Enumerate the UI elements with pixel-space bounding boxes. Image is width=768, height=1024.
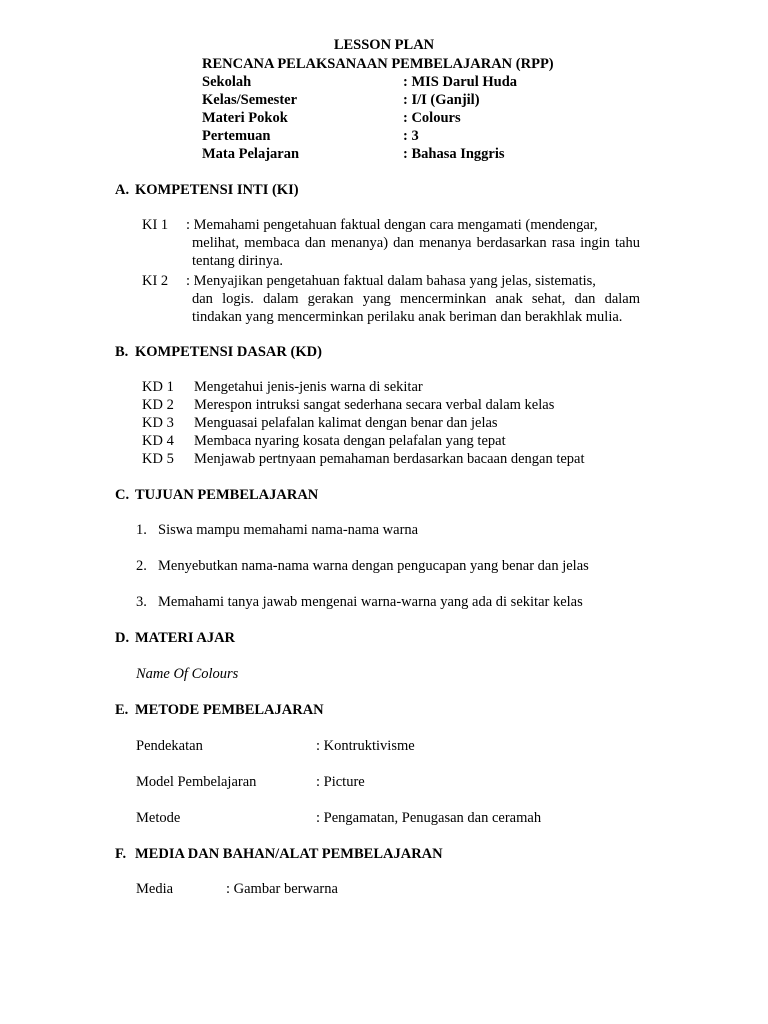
info-value: : MIS Darul Huda xyxy=(403,74,518,90)
list-item xyxy=(142,378,423,396)
kd-text: Menguasai pelafalan kalimat dengan benar dan jelas xyxy=(194,415,498,431)
metode-label: Model Pembelajaran xyxy=(136,774,257,790)
ki-text-rest: dan logis. dalam gerakan yang mencerminkan anak sehat, dan dalam tindakan yang mencerminkan perilaku anak beriman dan berakhlak mulia. xyxy=(192,291,640,325)
ki-text-rest: melihat, membaca dan menanya) dan menanya berdasarkan rasa ingin tahu tentang dirinya. xyxy=(192,235,640,269)
kd-text: Mengetahui jenis-jenis warna di sekitar xyxy=(194,379,423,395)
kd-text: Merespon intruksi sangat sederhana secara verbal dalam kelas xyxy=(194,397,555,413)
ki-text xyxy=(186,216,640,270)
goal-number: 3. xyxy=(136,594,147,610)
kd-code: KD 2 xyxy=(142,397,174,413)
section-title: TUJUAN PEMBELAJARAN xyxy=(135,487,319,503)
metode-value: : Pengamatan, Penugasan dan ceramah xyxy=(316,810,542,826)
ki-text-first: : Menyajikan pengetahuan faktual dalam bahasa yang jelas, sistematis, xyxy=(186,273,596,289)
section-letter: A. xyxy=(115,182,130,198)
kd-code: KD 1 xyxy=(142,379,174,395)
list-item xyxy=(136,521,418,539)
section-title: MATERI AJAR xyxy=(135,630,236,646)
section-heading-ki xyxy=(115,181,299,199)
section-title: MEDIA DAN BAHAN/ALAT PEMBELAJARAN xyxy=(135,846,443,862)
section-heading-materi xyxy=(115,629,235,647)
metode-label: Pendekatan xyxy=(136,738,203,754)
goal-number: 1. xyxy=(136,522,147,538)
list-item xyxy=(142,396,554,414)
ki-text-first: : Memahami pengetahuan faktual dengan cara mengamati (mendengar, xyxy=(186,217,598,233)
info-label: Mata Pelajaran xyxy=(202,146,300,162)
metode-value: : Kontruktivisme xyxy=(316,738,415,754)
section-letter: C. xyxy=(115,487,130,503)
section-letter: E. xyxy=(115,702,129,718)
list-item xyxy=(142,432,506,450)
ki-code: KI 1 xyxy=(142,217,169,233)
section-letter: B. xyxy=(115,344,129,360)
section-heading-media xyxy=(115,845,443,863)
section-title: METODE PEMBELAJARAN xyxy=(135,702,324,718)
info-value: : I/I (Ganjil) xyxy=(403,92,480,108)
kd-code: KD 3 xyxy=(142,415,174,431)
section-heading-kd xyxy=(115,343,322,361)
goal-number: 2. xyxy=(136,558,147,574)
materi-content: Name Of Colours xyxy=(136,666,239,682)
info-value: : 3 xyxy=(403,128,419,144)
kd-text: Menjawab pertnyaan pemahaman berdasarkan bacaan dengan tepat xyxy=(194,451,585,467)
kd-text: Membaca nyaring kosata dengan pelafalan yang tepat xyxy=(194,433,506,449)
media-label: Media xyxy=(136,881,174,897)
metode-label: Metode xyxy=(136,810,181,826)
metode-value: : Picture xyxy=(316,774,365,790)
info-label: Sekolah xyxy=(202,74,252,90)
page-title: LESSON PLAN xyxy=(333,37,435,53)
list-item xyxy=(142,414,498,432)
info-label: Materi Pokok xyxy=(202,110,288,126)
goal-text: Menyebutkan nama-nama warna dengan pengucapan yang benar dan jelas xyxy=(158,558,589,574)
goal-text: Siswa mampu memahami nama-nama warna xyxy=(158,522,419,538)
ki-text xyxy=(186,272,640,326)
info-label: Pertemuan xyxy=(202,128,271,144)
list-item xyxy=(136,593,583,611)
section-letter: F. xyxy=(115,846,127,862)
kd-code: KD 4 xyxy=(142,433,174,449)
section-heading-tujuan xyxy=(115,486,318,504)
media-value: : Gambar berwarna xyxy=(226,881,338,897)
section-letter: D. xyxy=(115,630,130,646)
ki-code: KI 2 xyxy=(142,273,169,289)
section-title: KOMPETENSI DASAR (KD) xyxy=(135,344,322,360)
page-subtitle: RENCANA PELAKSANAAN PEMBELAJARAN (RPP) xyxy=(202,56,554,72)
info-value: : Colours xyxy=(403,110,461,126)
section-title: KOMPETENSI INTI (KI) xyxy=(135,182,299,198)
goal-text: Memahami tanya jawab mengenai warna-warna yang ada di sekitar kelas xyxy=(158,594,583,610)
kd-code: KD 5 xyxy=(142,451,174,467)
list-item xyxy=(142,450,585,468)
list-item xyxy=(136,557,589,575)
info-value: : Bahasa Inggris xyxy=(403,146,505,162)
info-label: Kelas/Semester xyxy=(202,92,298,108)
section-heading-metode xyxy=(115,701,324,719)
